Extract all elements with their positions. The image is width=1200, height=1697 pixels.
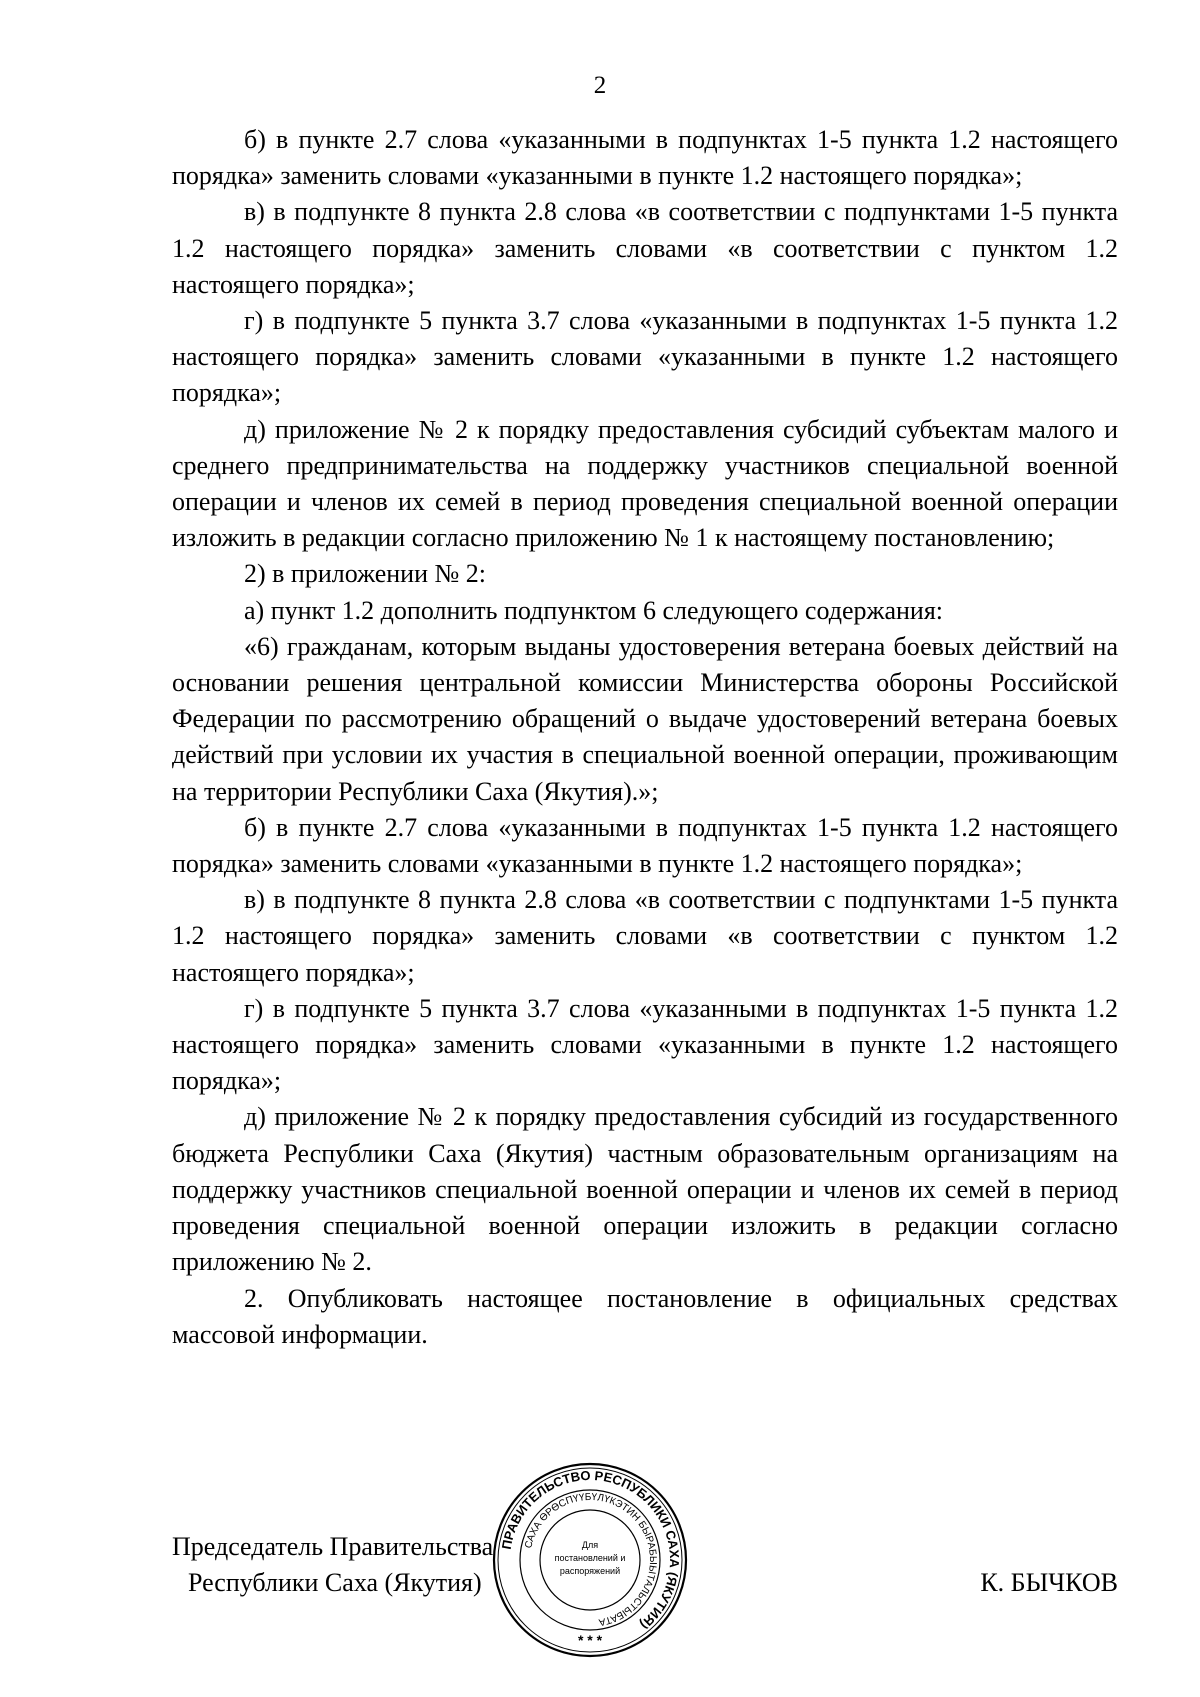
paragraph: а) пункт 1.2 дополнить подпунктом 6 следующего содержания: [244,595,944,625]
paragraph: в) в подпункте 8 пункта 2.8 слова «в соответствии с подпунктами 1-5 пункта 1.2 настоящего порядка» заменить словами «в соответствии с пунктом 1.2 настоящего порядка»; [172,197,1118,299]
seal-center-line-2: постановлений и [554,1553,626,1563]
paragraph: б) в пункте 2.7 слова «указанными в подпунктах 1-5 пункта 1.2 настоящего порядка» заменить словами «указанными в пункте 1.2 настоящего порядка»; [172,812,1118,879]
page-number: 2 [593,72,607,99]
seal-center-line-3: распоряжений [559,1566,621,1576]
seal-stars: * * * [577,1632,603,1648]
paragraph: б) в пункте 2.7 слова «указанными в подпунктах 1-5 пункта 1.2 настоящего порядка» заменить словами «указанными в пункте 1.2 настоящего порядка»; [172,125,1118,191]
official-seal [490,1460,690,1660]
seal-outer-text: ПРАВИТЕЛЬСТВО РЕСПУБЛИКИ САХА (ЯКУТИЯ) [498,1467,683,1633]
paragraph: г) в подпункте 5 пункта 3.7 слова «указанными в подпунктах 1-5 пункта 1.2 настоящего порядка» заменить словами «указанными в пункте 1.2 настоящего порядка»; [172,993,1118,1096]
signatory-title-line-1: Председатель Правительства [172,1532,494,1561]
seal-center-line-1: Для [581,1540,599,1550]
paragraph: д) приложение № 2 к порядку предоставления субсидий субъектам малого и среднего предпринимательства на поддержку участников специальной военной операции и членов их семей в период проведения специальной военной операции изложить в редакции согласно приложению № 1 к настоящему постановлению; [172,414,1118,553]
seal-inner-text: САХА ӨРӨСПҮҮБҮЛҮКЭТИН БЫРАБЫЫТАЛЬСТЫБАТА [523,1491,659,1628]
signatory-name: К. БЫЧКОВ [980,1568,1118,1597]
paragraph: «6) гражданам, которым выданы удостоверения ветерана боевых действий на основании решения центральной комиссии Министерства обороны Российской Федерации по рассмотрению обращений о выдаче удостоверений ветерана боевых действий при условии их участия в специальной военной операции, проживающим на территории Республики Саха (Якутия).»; [172,631,1118,806]
document-body [172,122,1118,1353]
seal-icon [490,1460,690,1660]
paragraph: 2. Опубликовать настоящее постановление в официальных средствах массовой информации. [172,1283,1118,1349]
paragraph: 2) в приложении № 2: [244,559,487,589]
paragraph: д) приложение № 2 к порядку предоставления субсидий из государственного бюджета Республики Саха (Якутия) частным образовательным организациям на поддержку участников специальной военной операции и членов их семей в период проведения специальной военной операции изложить в редакции согласно приложению № 2. [172,1102,1118,1277]
paragraph: в) в подпункте 8 пункта 2.8 слова «в соответствии с подпунктами 1-5 пункта 1.2 настоящего порядка» заменить словами «в соответствии с пунктом 1.2 настоящего порядка»; [172,885,1118,987]
paragraph: г) в подпункте 5 пункта 3.7 слова «указанными в подпунктах 1-5 пункта 1.2 настоящего порядка» заменить словами «указанными в пункте 1.2 настоящего порядка»; [172,306,1118,408]
signatory-title-line-2: Республики Саха (Якутия) [188,1568,482,1597]
